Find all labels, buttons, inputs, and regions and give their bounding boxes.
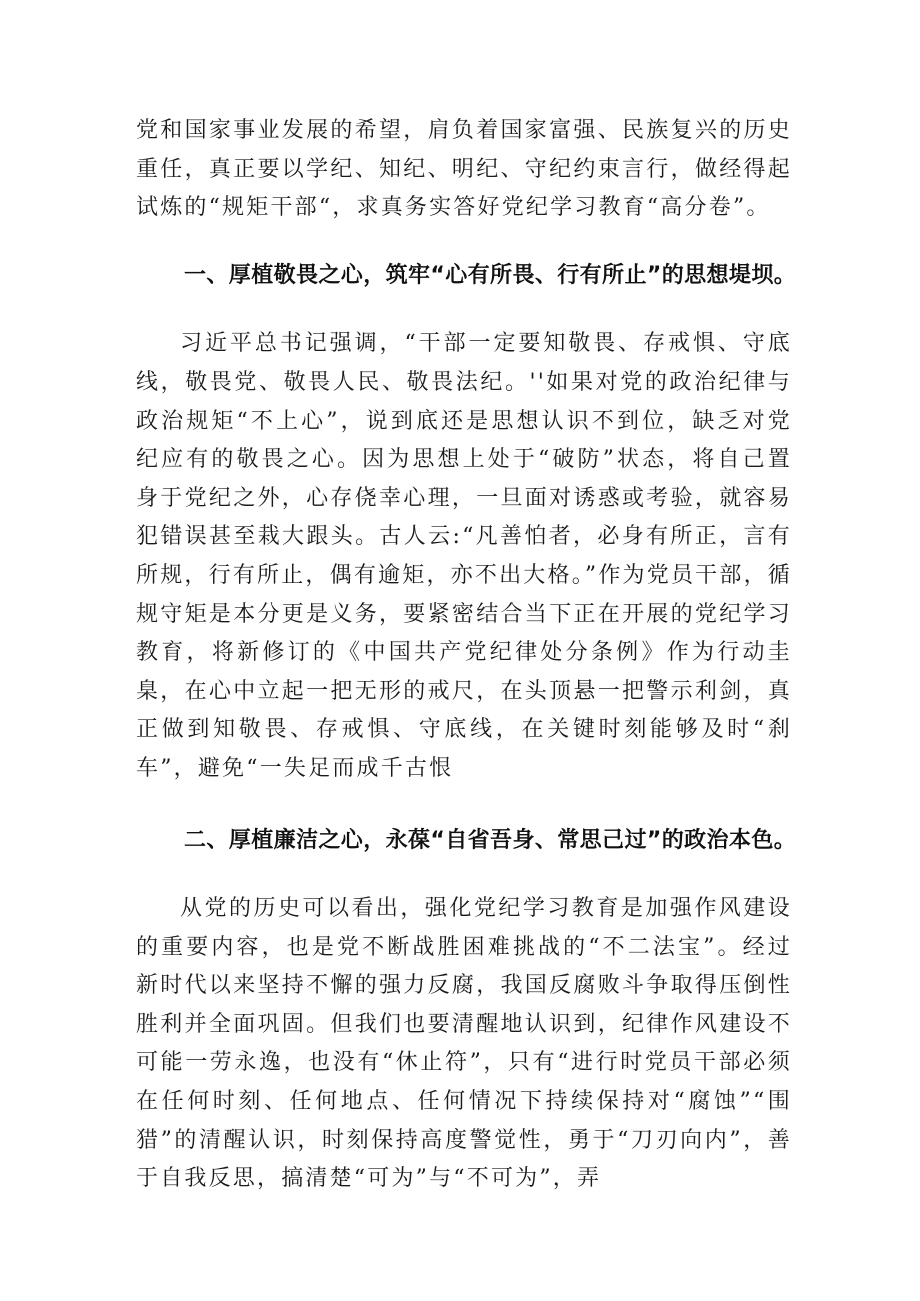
body-paragraph-2: 习近平总书记强调，“干部一定要知敬畏、存戒惧、守底线，敬畏党、敬畏人民、敬畏法纪。''如果对党的政治纪律与政治规矩“不上心”，说到底还是思想认识不到位，缺乏对党纪应有的敬畏之心。因为思想上处于“破防”状态，将自己置身于党纪之外，心存侥幸心理，一旦面对诱惑或考验，就容易犯错误甚至栽大跟头。古人云:“凡善怕者，必身有所正，言有所规，行有所止，偶有逾矩，亦不出大格。”作为党员干部，循规守矩是本分更是义务，要紧密结合当下正在开展的党纪学习教育，将新修订的《中国共产党纪律处分条例》作为行动圭臬，在心中立起一把无形的戒尺，在头顶悬一把警示利剑，真正做到知敬畏、存戒惧、守底线，在关键时刻能够及时“刹车”，避免“一失足而成千古恨 xyxy=(136,331,792,781)
body-paragraph-3: 从党的历史可以看出，强化党纪学习教育是加强作风建设的重要内容，也是党不断战胜困难挑战的“不二法宝”。经过新时代以来坚持不懈的强力反腐，我国反腐败斗争取得压倒性胜利并全面巩固。但我们也要清醒地认识到，纪律作风建设不可能一劳永逸，也没有“休止符”，只有“进行时党员干部必须在任何时刻、任何地点、任何情况下持续保持对“腐蚀”“围猎”的清醒认识，时刻保持高度警觉性，勇于“刀刃向内”，善于自我反思，搞清楚“可为”与“不可为”，弄 xyxy=(136,896,792,1192)
section-heading-1: 一、厚植敬畏之心，筑牢“心有所畏、行有所止”的思想堤坝。 xyxy=(184,262,797,288)
body-paragraph-1: 党和国家事业发展的希望，肩负着国家富强、民族复兴的历史重任，真正要以学纪、知纪、明纪、守纪约束言行，做经得起试炼的“规矩干部“，求真务实答好党纪学习教育“高分卷”。 xyxy=(136,118,792,221)
section-heading-2: 二、厚植廉洁之心，永葆“自省吾身、常思己过”的政治本色。 xyxy=(184,827,797,853)
